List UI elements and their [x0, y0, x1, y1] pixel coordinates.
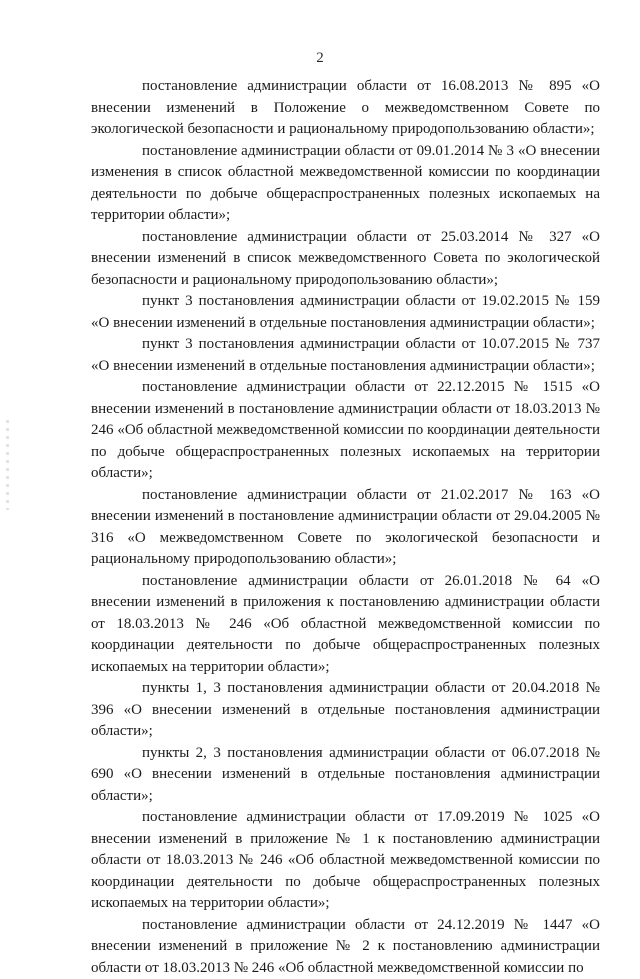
- paragraph-decree-64: постановление администрации области от 26.01.2018 № 64 «О внесении изменений в приложения к постановлению администрации области от 18.03.2013 № 246 «Об областной межведомственной комиссии по координации деятельности по добыче общераспространенных полезных ископаемых на территории области»;: [91, 571, 600, 679]
- paragraph-decree-163: постановление администрации области от 21.02.2017 № 163 «О внесении изменений в постановление администрации области от 29.04.2005 № 316 «О межведомственном Совете по экологической безопасности и рациональному природопользованию области»;: [91, 485, 600, 571]
- paragraph-decree-159: пункт 3 постановления администрации области от 19.02.2015 № 159 «О внесении изменений в отдельные постановления администрации области»;: [91, 291, 600, 334]
- paragraph-decree-737: пункт 3 постановления администрации области от 10.07.2015 № 737 «О внесении изменений в отдельные постановления администрации области»;: [91, 334, 600, 377]
- paragraph-decree-1025: постановление администрации области от 17.09.2019 № 1025 «О внесении изменений в приложение № 1 к постановлению администрации области от 18.03.2013 № 246 «Об областной межведомственной комиссии по координации деятельности по добыче общераспространенных полезных ископаемых на территории области»;: [91, 807, 600, 915]
- page-number: 2: [0, 50, 640, 67]
- paragraph-decree-1447: постановление администрации области от 24.12.2019 № 1447 «О внесении изменений в приложение № 2 к постановлению администрации области от 18.03.2013 № 246 «Об областной межведомственной комиссии по: [91, 915, 600, 979]
- paragraph-decree-3: постановление администрации области от 09.01.2014 № 3 «О внесении изменения в список областной межведомственной комиссии по координации деятельности по добыче общераспространенных полезных ископаемых на территории области»;: [91, 141, 600, 227]
- paragraph-decree-396: пункты 1, 3 постановления администрации области от 20.04.2018 № 396 «О внесении изменений в отдельные постановления администрации области»;: [91, 678, 600, 743]
- paragraph-decree-327: постановление администрации области от 25.03.2014 № 327 «О внесении изменений в список межведомственного Совета по экологической безопасности и рациональному природопользованию области»;: [91, 227, 600, 292]
- scan-margin-mark: [6, 420, 9, 510]
- document-body: [91, 76, 600, 979]
- paragraph-decree-1515: постановление администрации области от 22.12.2015 № 1515 «О внесении изменений в постановление администрации области от 18.03.2013 № 246 «Об областной межведомственной комиссии по координации деятельности по добыче общераспространенных полезных ископаемых на территории области»;: [91, 377, 600, 485]
- paragraph-decree-690: пункты 2, 3 постановления администрации области от 06.07.2018 № 690 «О внесении изменений в отдельные постановления администрации области»;: [91, 743, 600, 808]
- paragraph-decree-895: постановление администрации области от 16.08.2013 № 895 «О внесении изменений в Положение о межведомственном Совете по экологической безопасности и рациональному природопользованию области»;: [91, 76, 600, 141]
